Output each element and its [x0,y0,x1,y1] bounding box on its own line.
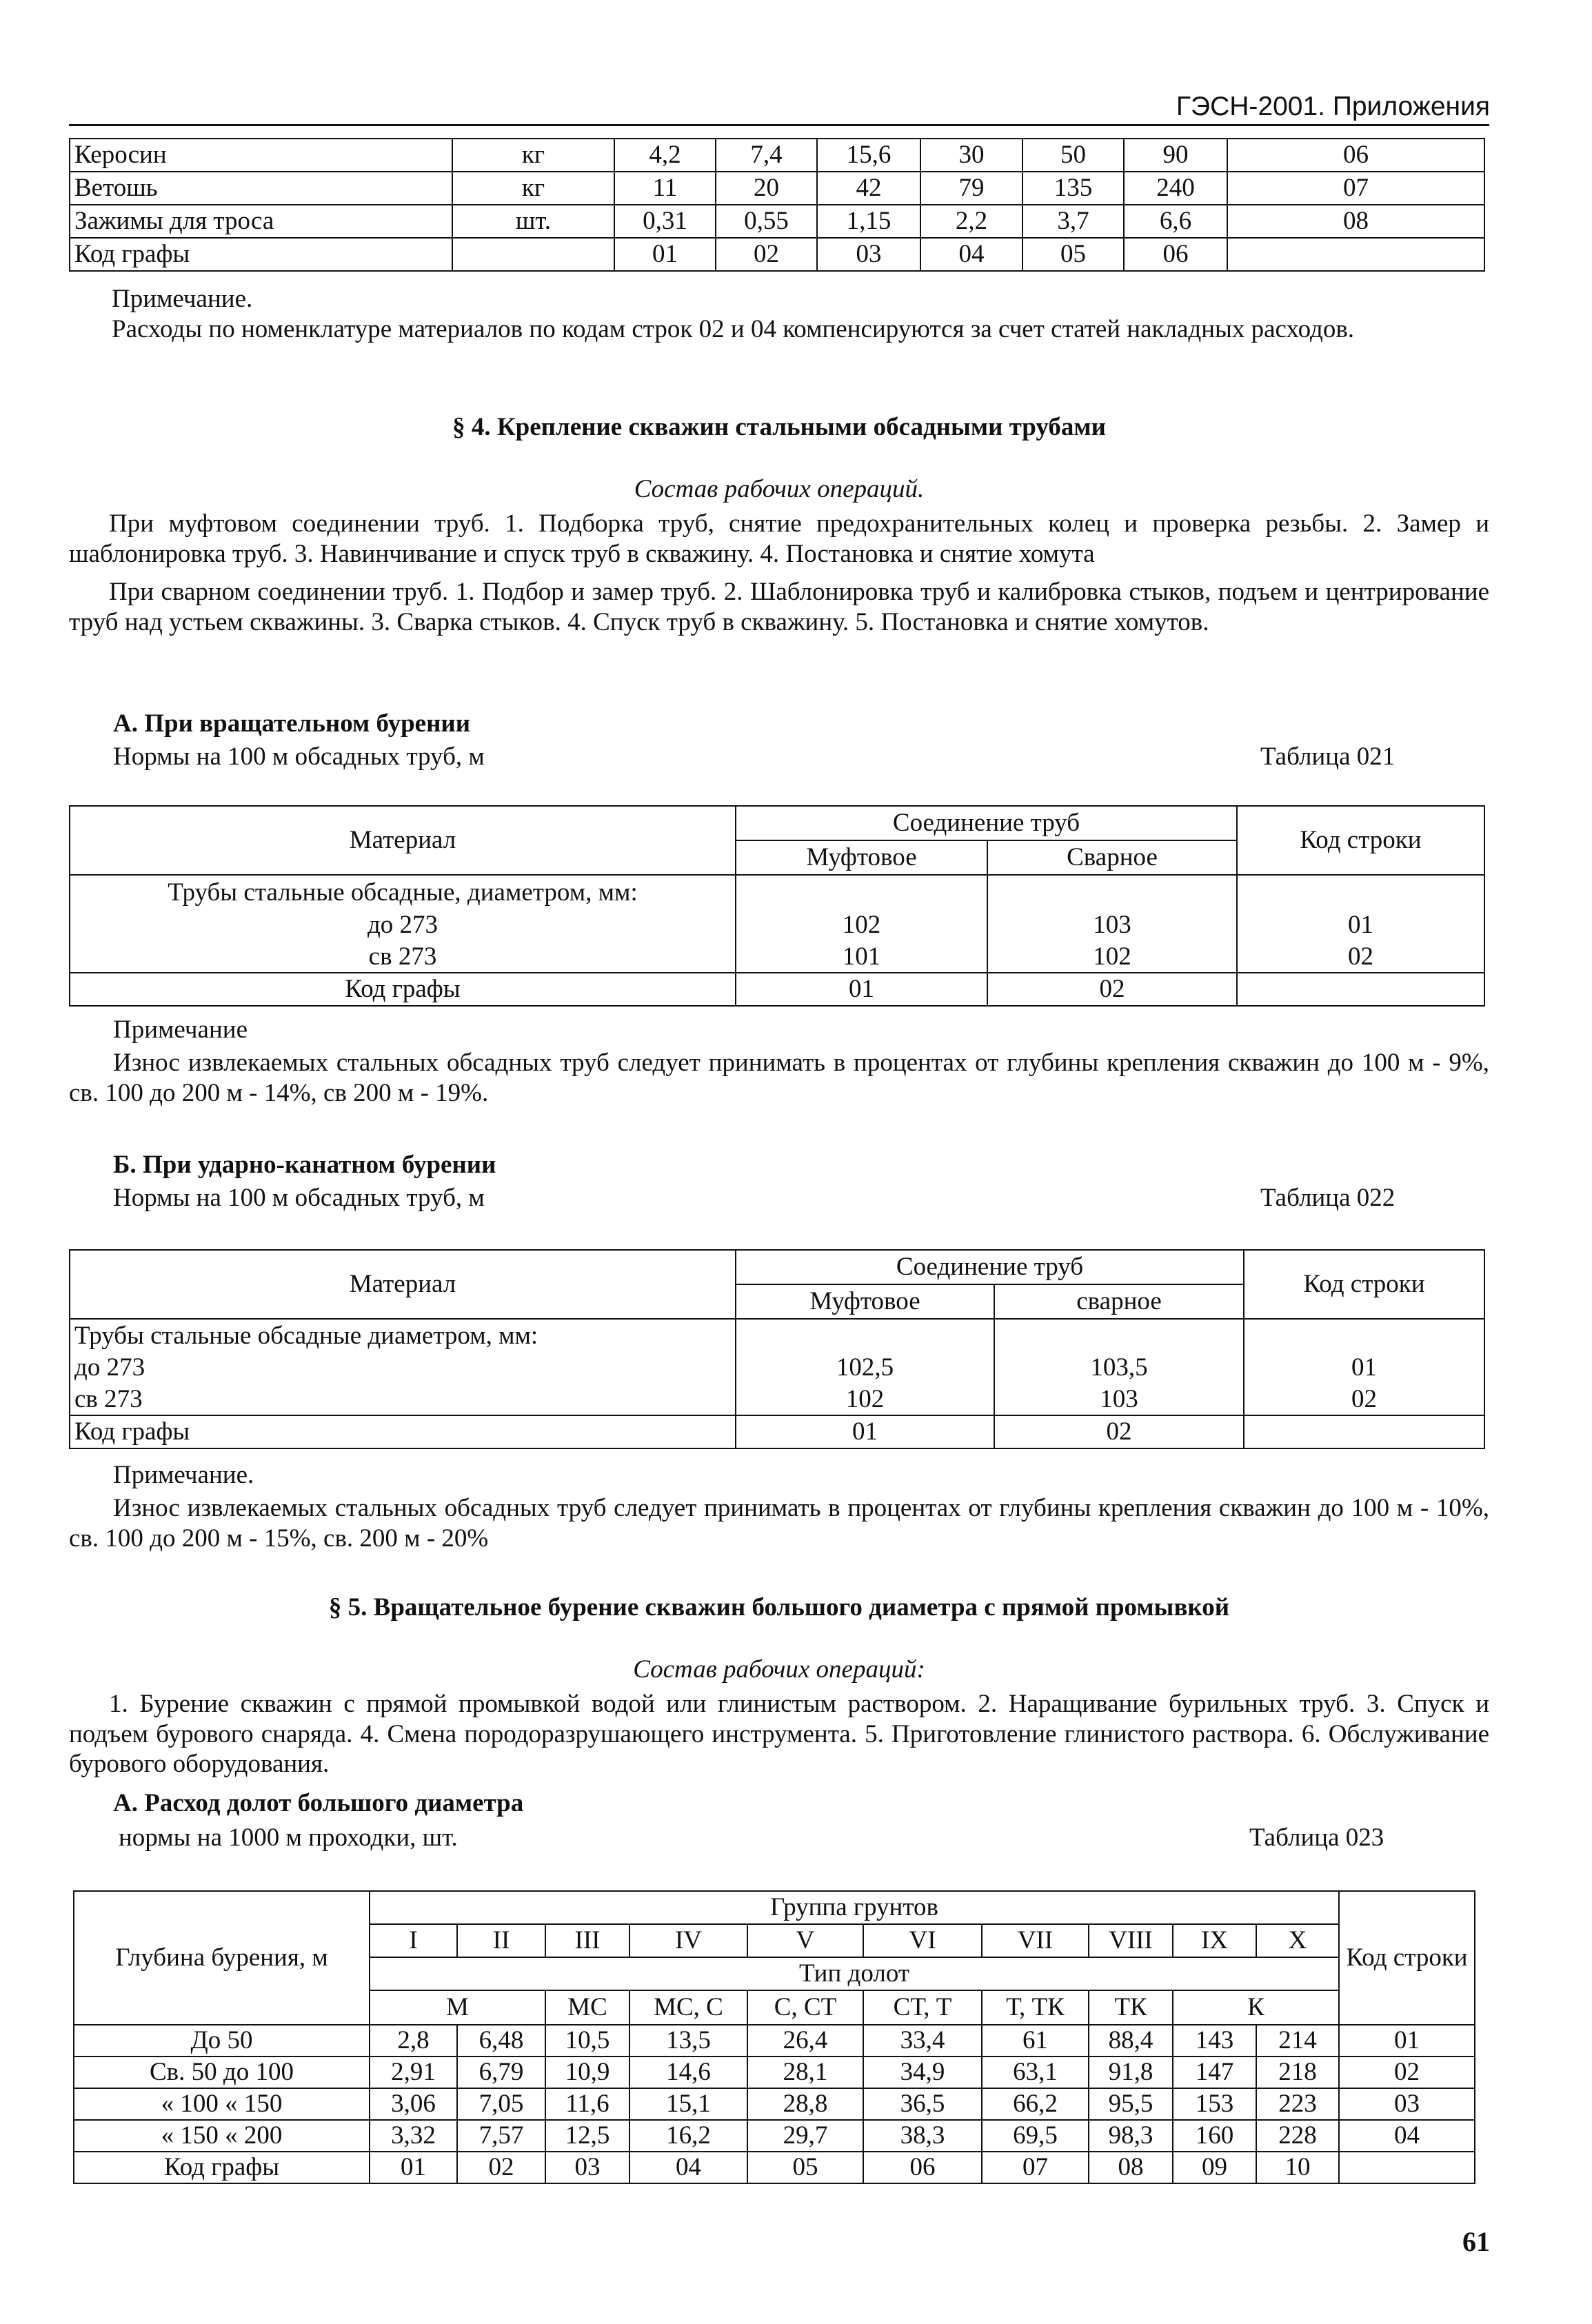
table-cell: 3,7 [1022,205,1124,238]
table-021-note-label: Примечание [113,1016,248,1044]
note-label: Примечание. [112,285,253,313]
section-4-para-1: При муфтовом соединении труб. 1. Подборка труб, снятие предохранительных колец и проверка резьбы. 2. Замер и шаблонировка труб. 3. Навинчивание и спуск труб в скважину. 4. Постановка и снятие хомута [69,509,1489,568]
table-cell: 07 [1227,172,1484,205]
table-cell: 04 [920,238,1022,271]
table-cell: 63,1 [982,2057,1089,2088]
section-5-title: § 5. Вращательное бурение скважин большого диаметра с прямой промывкой [328,1593,1230,1621]
header-bit-type: Тип долот [370,1957,1339,1990]
table-cell: 09 [1173,2152,1256,2183]
table-cell: 135 [1022,172,1124,205]
table-cell: 04 [1339,2120,1475,2152]
table-row [70,139,1484,172]
table-cell: 6,48 [457,2025,545,2057]
table-row [74,2152,1475,2183]
table-cell: 50 [1022,139,1124,172]
table-023-number: Таблица 023 [1249,1823,1384,1852]
table-cell: 03 [817,238,920,271]
table-cell: св 273 [70,1384,736,1415]
table-cell: 2,8 [370,2025,457,2057]
table-cell: 02 [457,2152,545,2183]
type-cell: ТК [1089,1990,1173,2025]
table-cell: 01 [370,2152,457,2183]
table-cell: 05 [1022,238,1124,271]
group-cell: VIII [1089,1924,1173,1957]
table-cell: 143 [1173,2025,1256,2057]
table-cell: 02 [987,973,1237,1006]
group-cell: I [370,1924,457,1957]
table-cell: 0,31 [614,205,716,238]
table-cell: 228 [1256,2120,1339,2152]
table-cell: 08 [1227,205,1484,238]
table-cell: 14,6 [629,2057,747,2088]
table-cell: 15,6 [817,139,920,172]
code-row-label: Код графы [70,973,736,1006]
table-cell: 38,3 [863,2120,982,2152]
group-cell: X [1256,1924,1339,1957]
type-cell: МС [545,1990,629,2025]
table-row [74,2025,1475,2057]
header-svar: сварное [994,1284,1244,1319]
table-cell: 79 [920,172,1022,205]
table-cell: 240 [1124,172,1227,205]
type-cell: МС, С [629,1990,747,2025]
group-label: Трубы стальные обсадные диаметром, мм: [70,1319,736,1352]
table-022-number: Таблица 022 [1260,1184,1395,1212]
table-cell: 06 [863,2152,982,2183]
row-label: До 50 [74,2025,370,2057]
table-cell: до 273 [70,909,736,941]
group-cell: III [545,1924,629,1957]
subsection-a-title: А. При вращательном бурении [113,709,471,738]
table-cell: 7,4 [716,139,817,172]
table-021-note-text: Износ извлекаемых стальных обсадных труб следует принимать в процентах от глубины крепления скважин до 100 м - 9%, св. 100 до 200 м - 14%, св 200 м - 19%. [69,1049,1489,1107]
table-cell: 16,2 [629,2120,747,2152]
table-cell: 214 [1256,2025,1339,2057]
row-label: Керосин [70,139,452,172]
table-cell: 03 [1339,2088,1475,2120]
group-cell: V [747,1924,863,1957]
table-cell: 153 [1173,2088,1256,2120]
table-cell: 02 [1244,1384,1484,1415]
table-cell: 10,5 [545,2025,629,2057]
header-muft: Муфтовое [736,1284,994,1319]
page-number: 61 [1462,2226,1490,2257]
subsection-b-norms: Нормы на 100 м обсадных труб, м [113,1184,485,1212]
section-5-subsection-a-title: А. Расход долот большого диаметра [113,1789,524,1817]
table-cell: 101 [736,941,987,973]
header-svar: Сварное [987,840,1237,875]
table-cell: 98,3 [1089,2120,1173,2152]
table-cell: 147 [1173,2057,1256,2088]
section-4-para-2: При сварном соединении труб. 1. Подбор и замер труб. 2. Шаблонировка труб и калибровка стыков, подъем и центрирование труб над устьем скважины. 3. Сварка стыков. 4. Спуск труб в скважину. 5. Постановка и снятие хомутов. [69,578,1489,636]
table-cell: 11,6 [545,2088,629,2120]
table-cell: 30 [920,139,1022,172]
table-cell: 13,5 [629,2025,747,2057]
group-cell: II [457,1924,545,1957]
table-021 [69,805,1485,1007]
type-cell: С, СТ [747,1990,863,2025]
table-cell: 61 [982,2025,1089,2057]
table-021-number: Таблица 021 [1260,742,1395,771]
header-material: Материал [70,1250,736,1319]
group-cell: VI [863,1924,982,1957]
table-cell: 10 [1256,2152,1339,2183]
row-label: « 100 « 150 [74,2088,370,2120]
table-row [70,238,1484,271]
table-cell: 04 [629,2152,747,2183]
table-row [74,2057,1475,2088]
table-cell: 28,8 [747,2088,863,2120]
table-cell: 3,32 [370,2120,457,2152]
table-row [74,2120,1475,2152]
row-label: Код графы [74,2152,370,2183]
table-cell: 103,5 [994,1352,1244,1384]
table-cell: 11 [614,172,716,205]
table-cell [1237,973,1484,1006]
table-cell: 160 [1173,2120,1256,2152]
table-cell: 69,5 [982,2120,1089,2152]
subsection-a-norms: Нормы на 100 м обсадных труб, м [113,742,485,771]
table-cell: 01 [736,973,987,1006]
table-row [74,2088,1475,2120]
table-row [70,172,1484,205]
table-cell: 03 [545,2152,629,2183]
table-cell: 218 [1256,2057,1339,2088]
table-cell: 26,4 [747,2025,863,2057]
table-cell: 12,5 [545,2120,629,2152]
header-soil-group: Группа грунтов [370,1891,1339,1924]
table-cell: св 273 [70,941,736,973]
header-rule [69,124,1489,126]
table-cell: 103 [987,909,1237,941]
table-cell: 01 [736,1415,994,1448]
table-cell: 2,2 [920,205,1022,238]
table-cell: 01 [1244,1352,1484,1384]
table-cell: 28,1 [747,2057,863,2088]
table-cell: 90 [1124,139,1227,172]
table-cell: 06 [1124,238,1227,271]
header-muft: Муфтовое [736,840,987,875]
table-cell: шт. [452,205,614,238]
table-cell: 6,6 [1124,205,1227,238]
table-cell: до 273 [70,1352,736,1384]
header-row-code: Код строки [1237,806,1484,875]
table-cell: 01 [614,238,716,271]
table-022-note-label: Примечание. [113,1461,254,1489]
table-cell: 4,2 [614,139,716,172]
note-text: Расходы по номенклатуре материалов по кодам строк 02 и 04 компенсируются за счет статей накладных расходов. [112,314,1355,343]
top-table [69,138,1485,272]
header-connection: Соединение труб [736,806,1237,840]
row-label: Ветошь [70,172,452,205]
row-label: Св. 50 до 100 [74,2057,370,2088]
table-022 [69,1249,1485,1449]
code-row-label: Код графы [70,1415,736,1448]
row-label: Зажимы для троса [70,205,452,238]
table-cell: 29,7 [747,2120,863,2152]
table-cell: 66,2 [982,2088,1089,2120]
running-title: ГЭСН-2001. Приложения [1176,92,1490,121]
table-cell: 102 [736,909,987,941]
section-4-ops-title: Состав рабочих операций. [634,475,925,503]
header-row-code: Код строки [1244,1250,1484,1319]
table-023 [73,1890,1475,2184]
table-cell: 05 [747,2152,863,2183]
table-cell: 34,9 [863,2057,982,2088]
note-block-1 [69,284,1489,344]
table-cell: 0,55 [716,205,817,238]
row-label: « 150 « 200 [74,2120,370,2152]
table-cell: 103 [994,1384,1244,1415]
table-cell: 06 [1227,139,1484,172]
table-cell [1244,1415,1484,1448]
subsection-b-title: Б. При ударно-канатном бурении [113,1151,496,1179]
table-cell: 02 [716,238,817,271]
table-cell: 102 [736,1384,994,1415]
table-row [70,205,1484,238]
table-cell: 1,15 [817,205,920,238]
table-cell: 02 [1237,941,1484,973]
table-cell [452,238,614,271]
group-cell: VII [982,1924,1089,1957]
section-5-ops-title: Состав рабочих операций: [633,1655,925,1684]
table-cell: 36,5 [863,2088,982,2120]
table-cell: 7,05 [457,2088,545,2120]
table-cell: кг [452,172,614,205]
group-label: Трубы стальные обсадные, диаметром, мм: [70,875,736,909]
row-label: Код графы [70,238,452,271]
table-cell: 10,9 [545,2057,629,2088]
table-022-note-text: Износ извлекаемых стальных обсадных труб следует принимать в процентах от глубины крепления скважин до 100 м - 10%, св. 100 до 200 м - 15%, св. 200 м - 20% [69,1494,1489,1553]
table-cell: 20 [716,172,817,205]
section-5-norms: нормы на 1000 м проходки, шт. [119,1823,458,1852]
header-row-code: Код строки [1339,1891,1475,2025]
table-cell: 91,8 [1089,2057,1173,2088]
section-4-title: § 4. Крепление скважин стальными обсадными трубами [452,413,1106,441]
table-cell: 02 [1339,2057,1475,2088]
header-connection: Соединение труб [736,1250,1244,1284]
table-cell: 102,5 [736,1352,994,1384]
type-cell: К [1173,1990,1339,2025]
type-cell: Т, ТК [982,1990,1089,2025]
section-5-para: 1. Бурение скважин с прямой промывкой водой или глинистым раствором. 2. Наращивание бурильных труб. 3. Спуск и подъем бурового снаряда. 4. Смена породоразрушающего инструмента. 5. Приготовление глинистого раствора. 6. Обслуживание бурового оборудования. [69,1690,1489,1779]
table-cell: 3,06 [370,2088,457,2120]
type-cell: СТ, Т [863,1990,982,2025]
table-cell: 6,79 [457,2057,545,2088]
table-cell: 02 [994,1415,1244,1448]
header-depth: Глубина бурения, м [74,1891,370,2025]
table-cell: 102 [987,941,1237,973]
table-cell: 01 [1339,2025,1475,2057]
table-cell: 95,5 [1089,2088,1173,2120]
table-cell [1339,2152,1475,2183]
header-material: Материал [70,806,736,875]
table-cell: 01 [1237,909,1484,941]
table-cell: 7,57 [457,2120,545,2152]
table-cell: 88,4 [1089,2025,1173,2057]
table-cell: кг [452,139,614,172]
type-cell: М [370,1990,545,2025]
table-cell: 42 [817,172,920,205]
table-cell: 2,91 [370,2057,457,2088]
table-cell [1227,238,1484,271]
table-cell: 223 [1256,2088,1339,2120]
group-cell: IV [629,1924,747,1957]
table-cell: 07 [982,2152,1089,2183]
table-cell: 15,1 [629,2088,747,2120]
table-cell: 33,4 [863,2025,982,2057]
table-cell: 08 [1089,2152,1173,2183]
group-cell: IX [1173,1924,1256,1957]
